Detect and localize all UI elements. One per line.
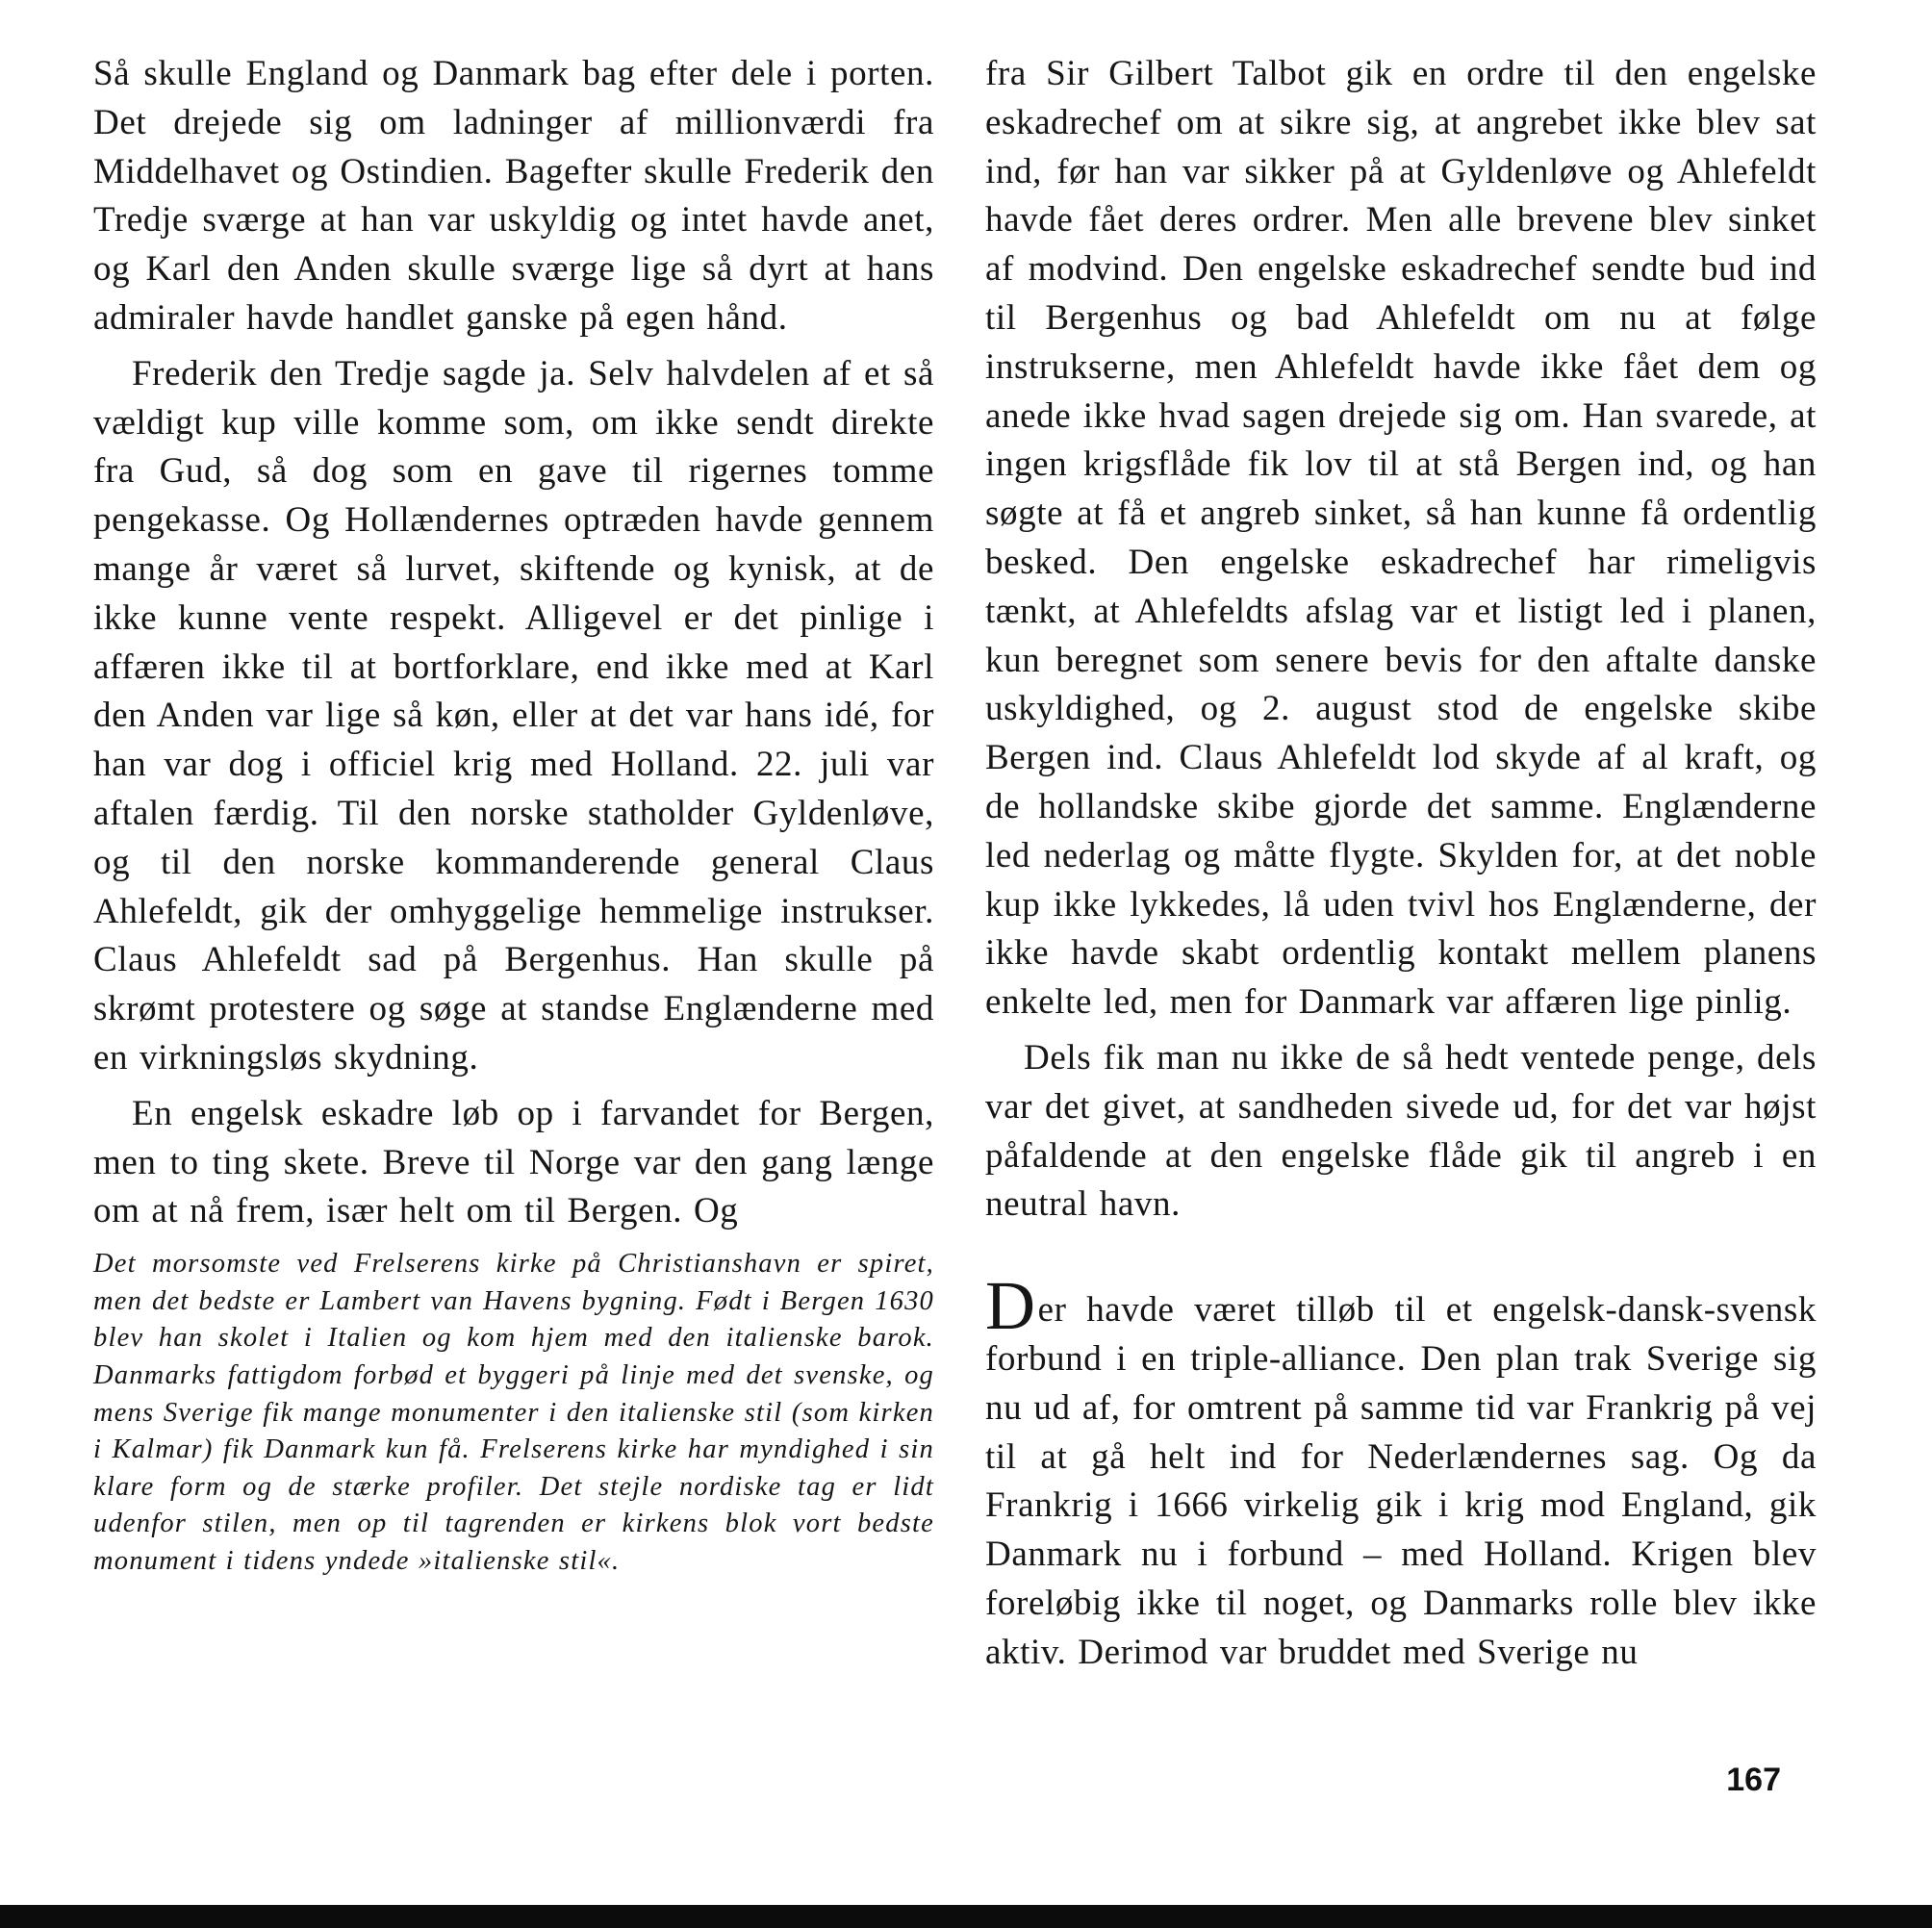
photo-caption: Det morsomste ved Frelserens kirke på Christianshavn er spiret, men det bedste er Lambert van Havens bygning. Født i Bergen 1630 blev han skolet i Italien og kom hjem med den italienske barok. Danmarks fattigdom forbød et byggeri på linje med det svenske, og mens Sverige fik mange monumenter i den italienske stil (som kirken i Kalmar) fik Danmark kun få. Frelserens kirke har myndighed i sin klare form og de stærke profiler. Det stejle nordiske tag er lidt udenfor stilen, men op til tagrenden er kirkens blok vort bedste monument i tidens yndede »italienske stil«. xyxy=(93,1249,934,1576)
body-paragraph: fra Sir Gilbert Talbot gik en ordre til den engelske eskadrechef om at sikre sig, at angrebet ikke blev sat ind, før han var sikker på at Gyldenløve og Ahlefeldt havde fået deres ordrer. Men alle brevene blev sinket af modvind. Den engelske eskadrechef sendte bud ind til Bergenhus og bad Ahlefeldt om nu at følge instrukserne, men Ahlefeldt havde ikke fået dem og anede ikke hvad sagen drejede sig om. Han svarede, at ingen krigsflåde fik lov til at stå Bergen ind, og han søgte at få et angreb sinket, så han kunne få ordentlig besked. Den engelske eskadrechef har rimeligvis tænkt, at Ahlefeldts afslag var et listigt led i planen, kun beregnet som senere bevis for den aftalte danske uskyldighed, og 2. august stod de engelske skibe Bergen ind. Claus Ahlefeldt lod skyde af al kraft, og de hollandske skibe gjorde det samme. Englænderne led nederlag og måtte flygte. Skylden for, at det noble kup ikke lykkedes, lå uden tvivl hos Englænderne, der ikke havde skabt ordentlig kontakt mellem planens enkelte led, men for Danmark var affæren lige pinlig. xyxy=(985,54,1817,1023)
left-column xyxy=(93,50,934,1580)
body-paragraph: Dels fik man nu ikke de så hedt ventede penge, dels var det givet, at sandheden sivede ud, for det var højst påfaldende at den engelske flåde gik til angreb i en neutral havn. xyxy=(985,1037,1817,1225)
section-paragraph xyxy=(985,1267,1817,1677)
body-paragraph: Frederik den Tredje sagde ja. Selv halvdelen af et så vældigt kup ville komme som, om ikke sendt direkte fra Gud, så dog som en gave til rigernes tomme pengekasse. Og Hollændernes optræden havde gennem mange år været så lurvet, skiftende og kynisk, at de ikke kunne vente respekt. Alligevel er det pinlige i affæren ikke til at bortforklare, end ikke med at Karl den Anden var lige så køn, eller at det var hans idé, for han var dog i officiel krig med Holland. 22. juli var aftalen færdig. Til den norske statholder Gyldenløve, og til den norske kommanderende general Claus Ahlefeldt, gik der omhyggelige hemmelige instrukser. Claus Ahlefeldt sad på Bergenhus. Han skulle på skrømt protestere og søge at standse Englænderne med en virkningsløs skydning. xyxy=(93,353,934,1078)
scan-edge-bar xyxy=(0,1905,1932,1928)
right-column xyxy=(985,50,1817,1678)
body-paragraph: Så skulle England og Danmark bag efter dele i porten. Det drejede sig om ladninger af millionværdi fra Middelhavet og Ostindien. Bagefter skulle Frederik den Tredje sværge at han var uskyldig og intet havde anet, og Karl den Anden skulle sværge lige så dyrt at hans admiraler havde handlet ganske på egen hånd. xyxy=(93,54,934,338)
page-number: 167 xyxy=(1726,1762,1781,1798)
drop-cap: D xyxy=(985,1267,1036,1345)
body-paragraph: En engelsk eskadre løb op i farvandet for Bergen, men to ting skete. Breve til Norge var den gang længe om at nå frem, især helt om til Bergen. Og xyxy=(93,1093,934,1231)
section-paragraph-text: er havde været tilløb til et engelsk-dansk-svensk forbund i en triple-alliance. Den plan trak Sverige sig nu ud af, for omtrent på samme tid var Frankrig på vej til at gå helt ind for Nederlændernes sag. Og da Frankrig i 1666 virkelig gik i krig mod England, gik Danmark nu i forbund – med Holland. Krigen blev foreløbig ikke til noget, og Danmarks rolle blev ikke aktiv. Derimod var bruddet med Sverige nu xyxy=(985,1290,1817,1672)
